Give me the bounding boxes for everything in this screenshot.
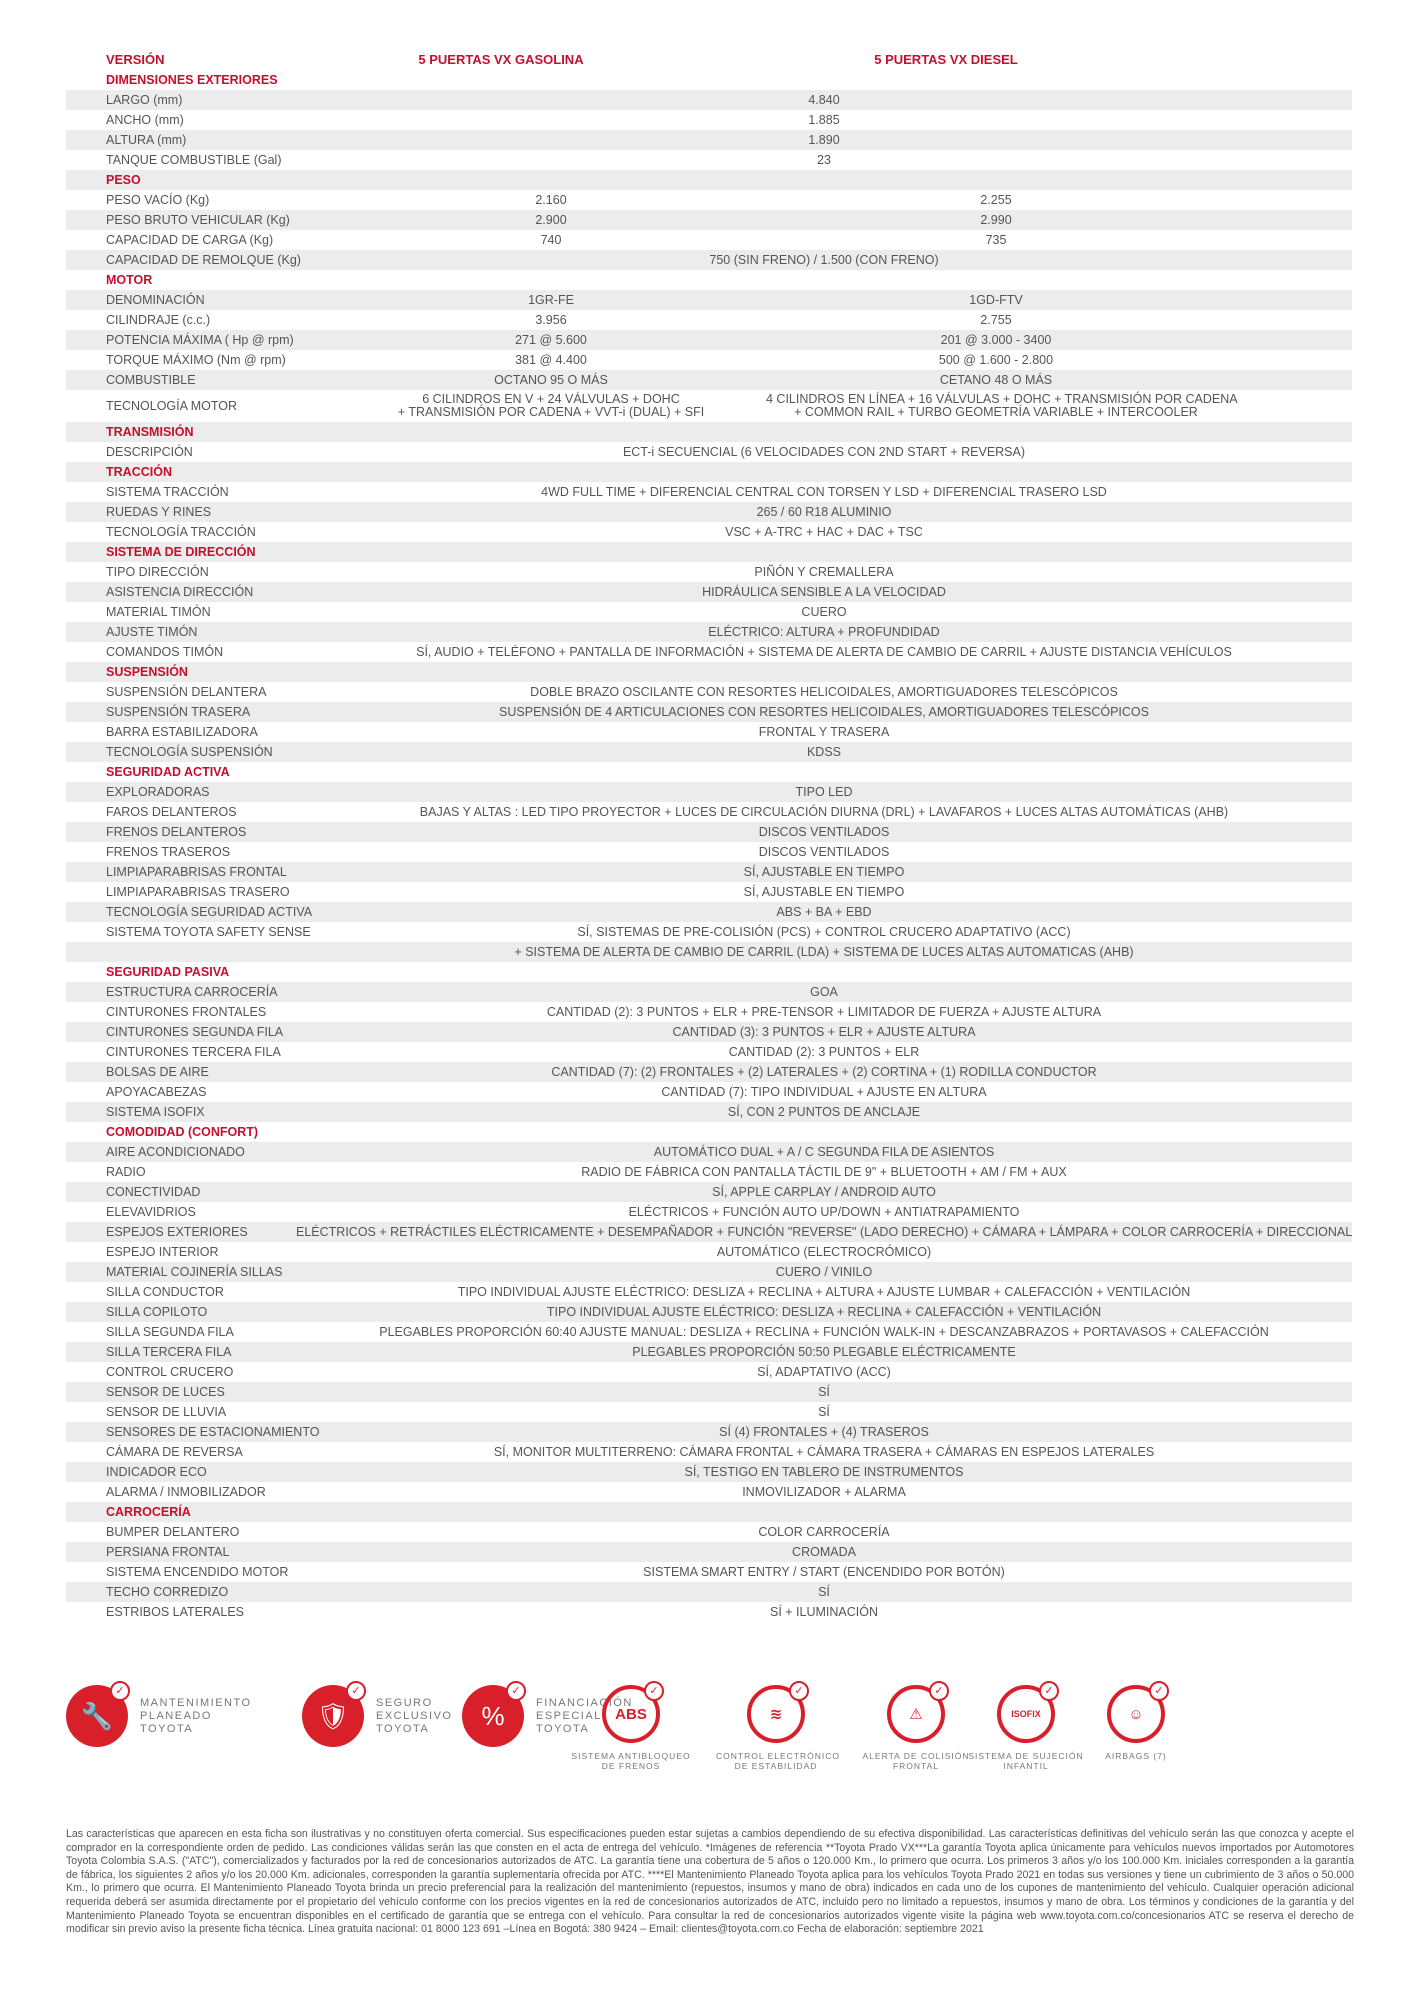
spec-row — [66, 1342, 1352, 1362]
section-title: CARROCERÍA — [106, 1504, 191, 1519]
feature-label: MANTENIMIENTO PLANEADO TOYOTA — [140, 1696, 252, 1735]
spec-value: ABS + BA + EBD — [776, 904, 872, 919]
section-title: COMODIDAD (CONFORT) — [106, 1124, 259, 1139]
spec-value: PIÑÓN Y CREMALLERA — [754, 564, 894, 579]
spec-label: SILLA SEGUNDA FILA — [106, 1324, 234, 1339]
spec-label: MATERIAL COJINERÍA SILLAS — [106, 1264, 283, 1279]
spec-value: CANTIDAD (7): TIPO INDIVIDUAL + AJUSTE EN ALTURA — [661, 1084, 987, 1099]
stability-control-icon: ≋ ✓ — [747, 1685, 805, 1743]
spec-value: ELÉCTRICOS + FUNCIÓN AUTO UP/DOWN + ANTIATRAPAMIENTO — [628, 1204, 1020, 1219]
collision-alert-icon: ⚠ ✓ — [887, 1685, 945, 1743]
spec-row — [66, 1362, 1352, 1382]
check-icon: ✓ — [644, 1681, 664, 1701]
spec-row — [66, 1582, 1352, 1602]
spec-value: 1.890 — [808, 132, 840, 147]
spec-label: APOYACABEZAS — [106, 1084, 207, 1099]
spec-value-gasolina: 740 — [540, 232, 562, 247]
spec-value-diesel: 1GD-FTV — [969, 292, 1023, 307]
spec-value: SÍ — [818, 1384, 830, 1399]
spec-value: INMOVILIZADOR + ALARMA — [742, 1484, 906, 1499]
spec-label: TECNOLOGÍA MOTOR — [106, 398, 238, 413]
spec-label: TANQUE COMBUSTIBLE (Gal) — [106, 152, 282, 167]
spec-row — [66, 442, 1352, 462]
spec-label: TIPO DIRECCIÓN — [106, 564, 209, 579]
section-title: MOTOR — [106, 272, 153, 287]
spec-label: SUSPENSIÓN DELANTERA — [106, 684, 267, 699]
spec-value: TIPO INDIVIDUAL AJUSTE ELÉCTRICO: DESLIZA + RECLINA + CALEFACCIÓN + VENTILACIÓN — [546, 1304, 1102, 1319]
spec-row — [66, 1022, 1352, 1042]
spec-value: + SISTEMA DE ALERTA DE CAMBIO DE CARRIL (LDA) + SISTEMA DE LUCES ALTAS AUTOMATICAS (AHB) — [514, 944, 1134, 959]
section-title: SEGURIDAD PASIVA — [106, 964, 230, 979]
spec-value: CUERO — [801, 604, 847, 619]
spec-value: CANTIDAD (2): 3 PUNTOS + ELR — [728, 1044, 920, 1059]
spec-value: SÍ, SISTEMAS DE PRE-COLISIÓN (PCS) + CONTROL CRUCERO ADAPTATIVO (ACC) — [577, 924, 1071, 939]
spec-value: TIPO INDIVIDUAL AJUSTE ELÉCTRICO: DESLIZA + RECLINA + ALTURA + AJUSTE LUMBAR + CALEFACCIÓN + VENTILACIÓN — [457, 1284, 1191, 1299]
spec-value-diesel: 2.255 — [980, 192, 1012, 207]
spec-row — [66, 1002, 1352, 1022]
spec-value: RADIO DE FÁBRICA CON PANTALLA TÁCTIL DE 9" + BLUETOOTH + AM / FM + AUX — [581, 1164, 1067, 1179]
safety-label: SISTEMA DE SUJECIÓN INFANTIL — [968, 1751, 1084, 1771]
spec-label: PESO VACÍO (Kg) — [106, 192, 210, 207]
section-heading — [66, 462, 1352, 482]
spec-value-gasolina: 381 @ 4.400 — [515, 352, 587, 367]
spec-value: VSC + A-TRC + HAC + DAC + TSC — [725, 524, 923, 539]
spec-label: COMBUSTIBLE — [106, 372, 196, 387]
spec-row — [66, 1562, 1352, 1582]
spec-label: SENSOR DE LLUVIA — [106, 1404, 227, 1419]
section-heading — [66, 70, 1352, 90]
spec-value-gasolina: 271 @ 5.600 — [515, 332, 587, 347]
spec-label: SILLA CONDUCTOR — [106, 1284, 224, 1299]
spec-row — [66, 210, 1352, 230]
spec-value-gasolina: 1GR-FE — [528, 292, 574, 307]
check-icon: ✓ — [929, 1681, 949, 1701]
spec-row — [66, 642, 1352, 662]
spec-label: SILLA TERCERA FILA — [106, 1344, 232, 1359]
safety-badge — [1076, 1685, 1196, 1761]
spec-label: TECNOLOGÍA SEGURIDAD ACTIVA — [106, 904, 313, 919]
section-title: SEGURIDAD ACTIVA — [106, 764, 230, 779]
spec-value-gasolina: 2.160 — [535, 192, 567, 207]
spec-row — [66, 582, 1352, 602]
spec-row — [66, 250, 1352, 270]
spec-value-diesel: 500 @ 1.600 - 2.800 — [938, 352, 1054, 367]
check-icon: ✓ — [346, 1681, 366, 1701]
spec-value: SÍ, CON 2 PUNTOS DE ANCLAJE — [727, 1104, 921, 1119]
spec-row — [66, 982, 1352, 1002]
spec-value: COLOR CARROCERÍA — [758, 1524, 890, 1539]
spec-row — [66, 802, 1352, 822]
spec-value: CANTIDAD (3): 3 PUNTOS + ELR + AJUSTE ALTURA — [672, 1024, 976, 1039]
spec-label: SISTEMA TOYOTA SAFETY SENSE — [106, 924, 311, 939]
spec-row — [66, 1262, 1352, 1282]
spec-label: EXPLORADORAS — [106, 784, 210, 799]
section-heading — [66, 270, 1352, 290]
spec-row — [66, 622, 1352, 642]
spec-value-diesel: 735 — [985, 232, 1007, 247]
spec-row — [66, 290, 1352, 310]
spec-label: BARRA ESTABILIZADORA — [106, 724, 258, 739]
spec-row — [66, 602, 1352, 622]
spec-label: RUEDAS Y RINES — [106, 504, 212, 519]
spec-table — [66, 70, 1352, 1622]
spec-value: SÍ, AUDIO + TELÉFONO + PANTALLA DE INFORMACIÓN + SISTEMA DE ALERTA DE CAMBIO DE CARRIL + AJUSTE DISTANCIA VEHÍCULOS — [416, 644, 1232, 659]
spec-row — [66, 722, 1352, 742]
spec-value: 4.840 — [808, 92, 840, 107]
spec-label: LIMPIAPARABRISAS TRASERO — [106, 884, 290, 899]
feature-icons-strip — [66, 1685, 1352, 1795]
safety-label: SISTEMA ANTIBLOQUEO DE FRENOS — [571, 1751, 691, 1771]
safety-badge — [856, 1685, 976, 1771]
spec-label: SENSOR DE LUCES — [106, 1384, 225, 1399]
spec-value: SÍ, APPLE CARPLAY / ANDROID AUTO — [712, 1184, 936, 1199]
spec-value: BAJAS Y ALTAS : LED TIPO PROYECTOR + LUCES DE CIRCULACIÓN DIURNA (DRL) + LAVAFAROS + LUCES ALTAS AUTOMÁTICAS (AHB) — [419, 804, 1229, 819]
spec-label: COMANDOS TIMÓN — [106, 644, 224, 659]
spec-value: HIDRÁULICA SENSIBLE A LA VELOCIDAD — [702, 584, 946, 599]
check-icon: ✓ — [110, 1681, 130, 1701]
spec-row — [66, 942, 1352, 962]
spec-value: 1.885 — [808, 112, 840, 127]
safety-label: AIRBAGS (7) — [1105, 1751, 1167, 1761]
spec-row — [66, 1302, 1352, 1322]
spec-value: PLEGABLES PROPORCIÓN 50:50 PLEGABLE ELÉCTRICAMENTE — [632, 1344, 1016, 1359]
spec-value: TIPO LED — [795, 784, 853, 799]
spec-value: CROMADA — [792, 1544, 856, 1559]
version-label: VERSIÓN — [106, 51, 165, 67]
spec-row — [66, 882, 1352, 902]
spec-row — [66, 522, 1352, 542]
section-heading — [66, 542, 1352, 562]
spec-row — [66, 390, 1352, 422]
check-icon: ✓ — [789, 1681, 809, 1701]
spec-value: SÍ, MONITOR MULTITERRENO: CÁMARA FRONTAL + CÁMARA TRASERA + CÁMARAS EN ESPEJOS LATERALES — [493, 1444, 1155, 1459]
spec-label: TECHO CORREDIZO — [106, 1584, 229, 1599]
spec-label: CAPACIDAD DE CARGA (Kg) — [106, 232, 274, 247]
spec-row — [66, 1382, 1352, 1402]
spec-label: LARGO (mm) — [106, 92, 183, 107]
spec-label: ESTRIBOS LATERALES — [106, 1604, 245, 1619]
safety-badge — [571, 1685, 691, 1771]
spec-label: CONECTIVIDAD — [106, 1184, 201, 1199]
spec-value: SÍ, ADAPTATIVO (ACC) — [757, 1364, 891, 1379]
safety-badge — [716, 1685, 841, 1771]
spec-row — [66, 842, 1352, 862]
section-title: PESO — [106, 172, 141, 187]
spec-row — [66, 822, 1352, 842]
spec-label: ELEVAVIDRIOS — [106, 1204, 196, 1219]
spec-value: PLEGABLES PROPORCIÓN 60:40 AJUSTE MANUAL: DESLIZA + RECLINA + FUNCIÓN WALK-IN + DESCANZABRAZOS + PORTAVASOS + CALEFACCIÓN — [379, 1324, 1269, 1339]
spec-label: INDICADOR ECO — [106, 1464, 207, 1479]
section-heading — [66, 422, 1352, 442]
section-title: TRANSMISIÓN — [106, 424, 194, 439]
spec-row — [66, 502, 1352, 522]
spec-label: SISTEMA ENCENDIDO MOTOR — [106, 1564, 289, 1579]
spec-label: TECNOLOGÍA TRACCIÓN — [106, 524, 256, 539]
spec-row — [66, 702, 1352, 722]
spec-row — [66, 742, 1352, 762]
spec-row — [66, 1142, 1352, 1162]
safety-badge — [966, 1685, 1086, 1771]
spec-value: FRONTAL Y TRASERA — [758, 724, 890, 739]
spec-row — [66, 110, 1352, 130]
section-heading — [66, 962, 1352, 982]
spec-row — [66, 1322, 1352, 1342]
spec-label: FAROS DELANTEROS — [106, 804, 237, 819]
spec-row — [66, 1242, 1352, 1262]
spec-label: CINTURONES TERCERA FILA — [106, 1044, 281, 1059]
feature-label: FINANCIACIÓN ESPECIAL TOYOTA — [536, 1696, 633, 1735]
section-heading — [66, 762, 1352, 782]
spec-row — [66, 1442, 1352, 1462]
spec-value: SUSPENSIÓN DE 4 ARTICULACIONES CON RESORTES HELICOIDALES, AMORTIGUADORES TELESCÓPICOS — [499, 704, 1149, 719]
feature-badge — [302, 1685, 452, 1747]
spec-value: DOBLE BRAZO OSCILANTE CON RESORTES HELICOIDALES, AMORTIGUADORES TELESCÓPICOS — [530, 684, 1118, 699]
spec-row — [66, 1222, 1352, 1242]
spec-label: FRENOS DELANTEROS — [106, 824, 247, 839]
spec-value-diesel: CETANO 48 O MÁS — [939, 372, 1053, 387]
feature-label: SEGURO EXCLUSIVO TOYOTA — [376, 1696, 453, 1735]
spec-label: LIMPIAPARABRISAS FRONTAL — [106, 864, 287, 879]
safety-label: ALERTA DE COLISIÓN FRONTAL — [862, 1751, 970, 1771]
spec-label: PESO BRUTO VEHICULAR (Kg) — [106, 212, 290, 227]
spec-value-gasolina: 3.956 — [535, 312, 567, 327]
spec-value-diesel: 2.755 — [980, 312, 1012, 327]
spec-label: PERSIANA FRONTAL — [106, 1544, 230, 1559]
spec-value: 265 / 60 R18 ALUMINIO — [756, 504, 892, 519]
spec-value-diesel: 2.990 — [980, 212, 1012, 227]
spec-row — [66, 1042, 1352, 1062]
spec-row — [66, 1182, 1352, 1202]
spec-row — [66, 1162, 1352, 1182]
check-icon: ✓ — [1039, 1681, 1059, 1701]
spec-value: SÍ — [818, 1584, 830, 1599]
spec-value: 4WD FULL TIME + DIFERENCIAL CENTRAL CON TORSEN Y LSD + DIFERENCIAL TRASERO LSD — [541, 484, 1107, 499]
feature-badge — [66, 1685, 252, 1747]
spec-row — [66, 230, 1352, 250]
spec-label: BOLSAS DE AIRE — [106, 1064, 209, 1079]
car-shield-icon: 🛡 ✓ — [302, 1685, 364, 1747]
spec-label: ESPEJO INTERIOR — [106, 1244, 219, 1259]
version-gasolina-header: 5 PUERTAS VX GASOLINA — [418, 51, 584, 67]
safety-label: CONTROL ELECTRÓNICO DE ESTABILIDAD — [716, 1751, 841, 1771]
spec-row — [66, 1542, 1352, 1562]
spec-value: CUERO / VINILO — [775, 1264, 873, 1279]
check-icon: ✓ — [1149, 1681, 1169, 1701]
spec-row — [66, 330, 1352, 350]
spec-value-diesel: 4 CILINDROS EN LÍNEA + 16 VÁLVULAS + DOHC + TRANSMISIÓN POR CADENA + COMMON RAIL + TURBO GEOMETRÍA VARIABLE + INTERCOOLER — [766, 392, 1238, 419]
section-title: SISTEMA DE DIRECCIÓN — [106, 544, 256, 559]
spec-label: ESTRUCTURA CARROCERÍA — [106, 984, 278, 999]
spec-row — [66, 1482, 1352, 1502]
spec-row — [66, 370, 1352, 390]
spec-value: GOA — [810, 984, 838, 999]
section-heading — [66, 170, 1352, 190]
spec-label: MATERIAL TIMÓN — [106, 604, 211, 619]
spec-label: TORQUE MÁXIMO (Nm @ rpm) — [106, 352, 286, 367]
spec-row — [66, 1602, 1352, 1622]
spec-label: AIRE ACONDICIONADO — [106, 1144, 245, 1159]
spec-value: AUTOMÁTICO (ELECTROCRÓMICO) — [716, 1244, 932, 1259]
spec-label: ANCHO (mm) — [106, 112, 184, 127]
spec-value: SISTEMA SMART ENTRY / START (ENCENDIDO POR BOTÓN) — [643, 1564, 1005, 1579]
check-icon: ✓ — [506, 1681, 526, 1701]
spec-label: CÁMARA DE REVERSA — [106, 1444, 243, 1459]
spec-row — [66, 782, 1352, 802]
spec-label: CONTROL CRUCERO — [106, 1364, 234, 1379]
section-title: SUSPENSIÓN — [106, 664, 188, 679]
legal-disclaimer: Las características que aparecen en esta ficha son ilustrativas y no constituyen oferta comercial. Sus especificaciones pueden estar sujetas a cambios dependiendo de su efectiva disponibilidad. Las características definitivas del vehículo serán las que conozca y acepte el comprador en la correspondiente orden de pedido. Las condiciones válidas serán las que consten en el acta de entrega del vehículo. *Imágenes de referencia **Toyota Prado VX***La garantía Toyota aplica únicamente para vehículos nuevos importados por Automotores Toyota Colombia S.A.S. ("ATC"), comercializados y facturados por la red de concesionarios autorizados de ATC. La garantía tiene una cobertura de 5 años o 120.000 Km., lo primero que ocurra. Los primeros 3 años y/o los 100.000 Km. iniciales corresponden a la garantía de fábrica, los siguientes 2 años y/o los 20.000 Km. adicionales, corresponden la garantía suplementaria ofrecida por ATC. ****El Mantenimiento Planeado Toyota aplica para los vehículos Toyota Prado 2021 en todas sus versiones y tiene un cubrimiento de 3 años o 50.000 Km., lo primero que ocurra. El Mantenimiento Planeado Toyota brinda un precio preferencial para la realización del mantenimiento (repuestos, insumos y mano de obra) indicados en cada uno de los cupones de mantenimiento del vehículo. Cualquier operación adicional requerida deberá ser asumida directamente por el propietario del vehículo conforme con los precios vigentes en la red de concesionarios autorizados de ATC, incluido pero no limitado a repuestos, insumos y mano de obra. Los términos y condiciones de la garantía y del Mantenimiento Planeado Toyota se encuentran disponibles en el certificado de garantía que se entrega con el vehículo. Para consultar la red de concesionarios autorizados vigente visite la página web www.toyota.com.co/concesionarios ATC se reserva el derecho de modificar sin previo aviso la presente ficha técnica. Línea gratuita nacional: 01 8000 123 691 –Línea en Bogotá: 380 9424 – Email: clientes@toyota.com.co Fecha de elaboración: septiembre 2021 — [66, 1828, 1354, 1936]
spec-value: SÍ + ILUMINACIÓN — [769, 1604, 878, 1619]
spec-label: BUMPER DELANTERO — [106, 1524, 240, 1539]
spec-row — [66, 1202, 1352, 1222]
airbag-icon: ☺ ✓ — [1107, 1685, 1165, 1743]
version-diesel-header: 5 PUERTAS VX DIESEL — [874, 51, 1018, 67]
spec-row — [66, 1522, 1352, 1542]
car-percent-icon: % ✓ — [462, 1685, 524, 1747]
spec-row — [66, 1402, 1352, 1422]
section-heading — [66, 1122, 1352, 1142]
spec-label: DENOMINACIÓN — [106, 292, 205, 307]
spec-row — [66, 1282, 1352, 1302]
spec-row — [66, 682, 1352, 702]
spec-row — [66, 1462, 1352, 1482]
spec-label: ALTURA (mm) — [106, 132, 187, 147]
spec-label: AJUSTE TIMÓN — [106, 624, 198, 639]
spec-label: CILINDRAJE (c.c.) — [106, 312, 211, 327]
spec-value: SÍ (4) FRONTALES + (4) TRASEROS — [719, 1424, 929, 1439]
spec-sheet — [66, 48, 1352, 1622]
spec-row — [66, 482, 1352, 502]
spec-value: AUTOMÁTICO DUAL + A / C SEGUNDA FILA DE ASIENTOS — [653, 1144, 995, 1159]
spec-row — [66, 190, 1352, 210]
spec-row — [66, 150, 1352, 170]
spec-row — [66, 350, 1352, 370]
spec-label: POTENCIA MÁXIMA ( Hp @ rpm) — [106, 332, 294, 347]
spec-label: ALARMA / INMOBILIZADOR — [106, 1484, 266, 1499]
section-title: DIMENSIONES EXTERIORES — [106, 72, 278, 87]
spec-row — [66, 130, 1352, 150]
spec-value: KDSS — [806, 744, 842, 759]
spec-value: CANTIDAD (2): 3 PUNTOS + ELR + PRE-TENSOR + LIMITADOR DE FUERZA + AJUSTE ALTURA — [546, 1004, 1102, 1019]
spec-value: SÍ, AJUSTABLE EN TIEMPO — [743, 884, 905, 899]
spec-value-diesel: 201 @ 3.000 - 3400 — [940, 332, 1052, 347]
spec-label: ASISTENCIA DIRECCIÓN — [106, 584, 254, 599]
spec-label: FRENOS TRASEROS — [106, 844, 231, 859]
spec-value: ECT-i SECUENCIAL (6 VELOCIDADES CON 2ND START + REVERSA) — [622, 444, 1026, 459]
spec-label: SUSPENSIÓN TRASERA — [106, 704, 251, 719]
spec-value: SÍ — [818, 1404, 830, 1419]
section-heading — [66, 1502, 1352, 1522]
spec-value-gasolina: 6 CILINDROS EN V + 24 VÁLVULAS + DOHC + TRANSMISIÓN POR CADENA + VVT-i (DUAL) + SFI — [397, 392, 705, 419]
spec-row — [66, 310, 1352, 330]
version-header — [66, 48, 1352, 70]
spec-label: RADIO — [106, 1164, 146, 1179]
spec-value-gasolina: 2.900 — [535, 212, 567, 227]
spec-row — [66, 562, 1352, 582]
spec-value: CANTIDAD (7): (2) FRONTALES + (2) LATERALES + (2) CORTINA + (1) RODILLA CONDUCTOR — [551, 1064, 1097, 1079]
spec-value: 23 — [817, 152, 831, 167]
spec-label: CAPACIDAD DE REMOLQUE (Kg) — [106, 252, 301, 267]
spec-label: TECNOLOGÍA SUSPENSIÓN — [106, 744, 273, 759]
spec-row — [66, 1082, 1352, 1102]
spec-row — [66, 90, 1352, 110]
spec-row — [66, 1102, 1352, 1122]
spec-label: CINTURONES FRONTALES — [106, 1004, 267, 1019]
car-wrench-icon: 🔧 ✓ — [66, 1685, 128, 1747]
spec-label: ESPEJOS EXTERIORES — [106, 1224, 248, 1239]
spec-row — [66, 862, 1352, 882]
spec-row — [66, 1422, 1352, 1442]
section-heading — [66, 662, 1352, 682]
abs-icon: ABS ✓ — [602, 1685, 660, 1743]
isofix-icon: ISOFIX ✓ — [997, 1685, 1055, 1743]
spec-value: SÍ, TESTIGO EN TABLERO DE INSTRUMENTOS — [684, 1464, 964, 1479]
spec-value: DISCOS VENTILADOS — [758, 824, 890, 839]
spec-value: ELÉCTRICO: ALTURA + PROFUNDIDAD — [708, 624, 940, 639]
spec-label: CINTURONES SEGUNDA FILA — [106, 1024, 284, 1039]
spec-value: 750 (SIN FRENO) / 1.500 (CON FRENO) — [709, 252, 939, 267]
spec-value: ELÉCTRICOS + RETRÁCTILES ELÉCTRICAMENTE + DESEMPAÑADOR + FUNCIÓN "REVERSE" (LADO DERECHO) + CÁMARA + LÁMPARA + COLOR CARROCERÍA + DIRECCIONAL — [296, 1224, 1353, 1239]
spec-value: SÍ, AJUSTABLE EN TIEMPO — [743, 864, 905, 879]
spec-label: SISTEMA ISOFIX — [106, 1104, 205, 1119]
spec-row — [66, 1062, 1352, 1082]
spec-label: SISTEMA TRACCIÓN — [106, 484, 229, 499]
spec-row — [66, 922, 1352, 942]
spec-label: SENSORES DE ESTACIONAMIENTO — [106, 1424, 320, 1439]
spec-row — [66, 902, 1352, 922]
section-title: TRACCIÓN — [106, 464, 172, 479]
spec-value: DISCOS VENTILADOS — [758, 844, 890, 859]
spec-label: DESCRIPCIÓN — [106, 444, 193, 459]
spec-label: SILLA COPILOTO — [106, 1304, 208, 1319]
spec-value-gasolina: OCTANO 95 O MÁS — [494, 372, 608, 387]
